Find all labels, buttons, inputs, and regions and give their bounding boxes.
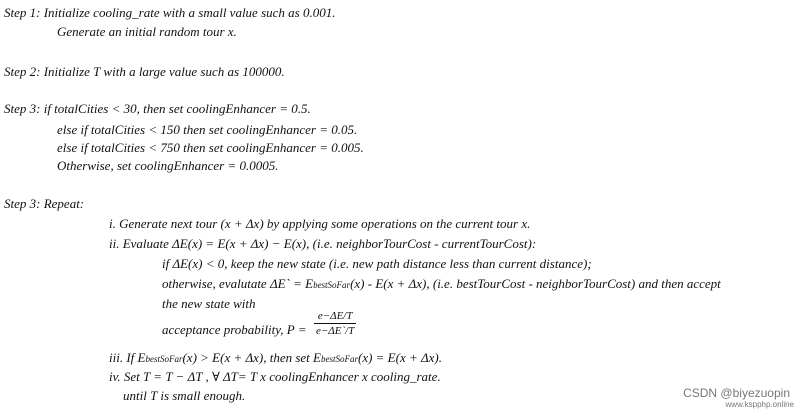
step3a-line2: else if totalCities < 150 then set coolingEnhancer = 0.05. — [57, 122, 358, 137]
fraction-denominator: e−ΔE`/T — [316, 325, 355, 337]
step3b-item-iii — [109, 351, 442, 364]
step3b-item-i: i. Generate next tour (x + Δx) by applying some operations on the current tour x. — [109, 216, 531, 231]
step3b-until: until T is small enough. — [123, 388, 246, 403]
step3b-item-ii-if: if ΔE(x) < 0, keep the new state (i.e. new path distance less than current distance); — [162, 256, 592, 271]
step3b-item-ii-else-cont: the new state with — [162, 296, 256, 311]
step3a-line4: Otherwise, set coolingEnhancer = 0.0005. — [57, 158, 279, 173]
iii-subscript-1: bestSoFar — [145, 354, 183, 364]
ii-else-subscript: bestSoFar — [313, 280, 351, 290]
iii-text-a: iii. If E — [109, 350, 146, 365]
step2-line1: Step 2: Initialize T with a large value such as 100000. — [4, 64, 285, 79]
step1-line1: Step 1: Initialize cooling_rate with a small value such as 0.001. — [4, 5, 336, 20]
step3a-line3: else if totalCities < 750 then set coolingEnhancer = 0.005. — [57, 140, 364, 155]
step3b-item-ii-else — [162, 277, 721, 290]
ii-else-text-a: otherwise, evalutate ΔE` = E — [162, 276, 314, 291]
iii-text-b: (x) > E(x + Δx), then set E — [182, 350, 321, 365]
step3b-title: Step 3: Repeat: — [4, 196, 85, 211]
step1-line2: Generate an initial random tour x. — [57, 24, 237, 39]
watermark-site: www.kspphp.online — [725, 400, 794, 409]
step3a-line1: Step 3: if totalCities < 30, then set coolingEnhancer = 0.5. — [4, 101, 311, 116]
acceptance-probability-fraction — [314, 311, 356, 337]
iii-subscript-2: bestSoFar — [320, 354, 358, 364]
acceptance-probability-label: acceptance probability, P = — [162, 322, 307, 337]
step3b-item-iv: iv. Set T = T − ΔT , ∀ ΔT= T x coolingEnhancer x cooling_rate. — [109, 369, 441, 384]
ii-else-text-b: (x) - E(x + Δx), (i.e. bestTourCost - neighborTourCost) and then accept — [350, 276, 721, 291]
iii-text-c: (x) = E(x + Δx). — [357, 350, 442, 365]
step3b-item-ii: ii. Evaluate ΔE(x) = E(x + Δx) − E(x), (i.e. neighborTourCost - currentTourCost): — [109, 236, 537, 251]
watermark-csdn: CSDN @biyezuopin — [683, 386, 790, 400]
fraction-numerator: e−ΔE/T — [317, 310, 353, 322]
